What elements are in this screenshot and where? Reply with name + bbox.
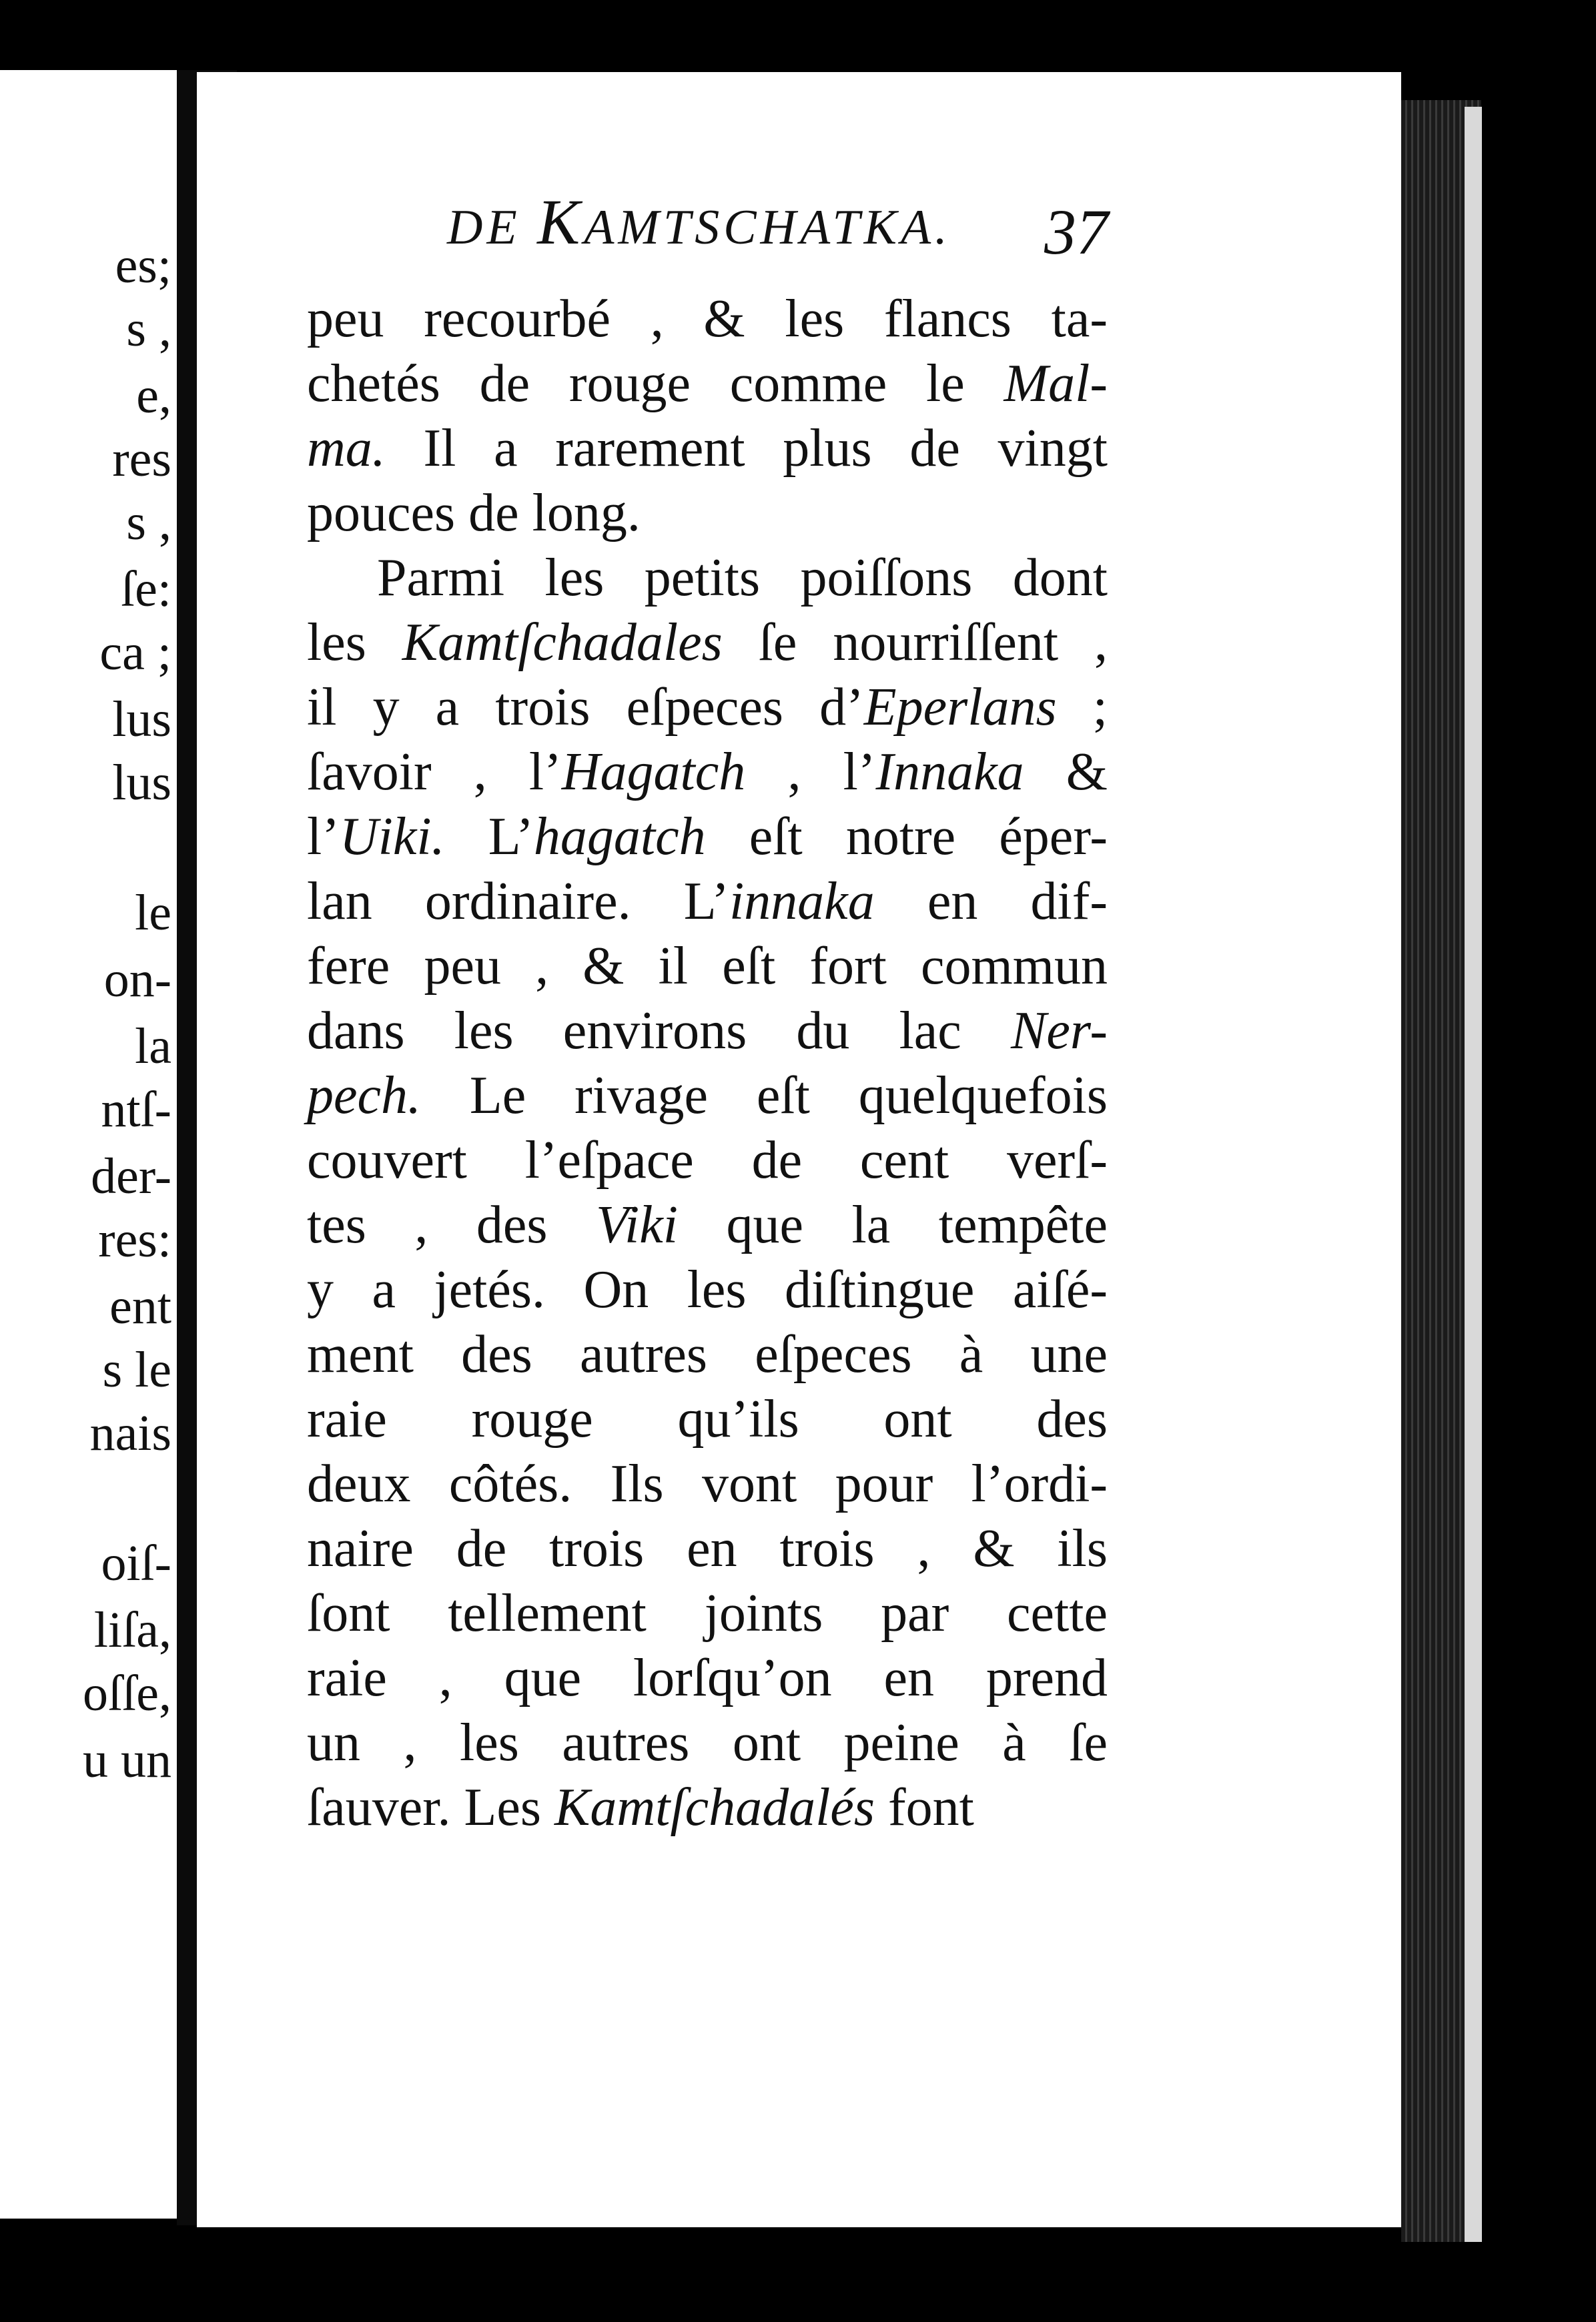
text-segment: naire de trois en trois , & ils <box>307 1519 1108 1578</box>
left-page-fragment: oſſe, <box>83 1665 171 1721</box>
text-line <box>307 740 1108 805</box>
text-line <box>307 1193 1108 1258</box>
text-segment: L’ <box>444 807 534 866</box>
text-segment: l’ <box>307 807 340 866</box>
text-line <box>307 481 1108 546</box>
text-line <box>307 934 1108 999</box>
text-segment: il y a trois eſpeces d’ <box>307 678 864 737</box>
body-text <box>307 287 1108 1840</box>
text-segment: eſt notre éper- <box>705 807 1108 866</box>
text-segment: pouces de long. <box>307 484 641 542</box>
text-line <box>307 1128 1108 1193</box>
italic-segment: Eperlans <box>863 678 1057 737</box>
left-page-fragment: s le <box>102 1342 171 1398</box>
previous-page-fragment <box>0 70 177 2219</box>
italic-segment: Kamtſchadalés <box>554 1778 875 1837</box>
italic-segment: Hagatch <box>561 743 746 801</box>
left-page-fragment: liſa, <box>93 1602 171 1658</box>
italic-segment: Viki <box>596 1196 678 1254</box>
left-page-fragment: on- <box>103 951 171 1008</box>
text-line <box>307 1646 1108 1711</box>
text-line <box>307 1452 1108 1517</box>
left-page-fragment: le <box>135 885 171 941</box>
text-line <box>307 1258 1108 1322</box>
left-page-fragment: oiſ- <box>101 1535 171 1591</box>
text-segment: peu recourbé , & les flancs ta- <box>307 290 1108 348</box>
text-segment: les <box>307 613 402 672</box>
italic-segment: Ner- <box>1010 1002 1108 1060</box>
text-segment: deux côtés. Ils vont pour l’ordi- <box>307 1455 1108 1513</box>
italic-segment: Kamtſchadales <box>402 613 723 672</box>
text-segment: lan ordinaire. L’ <box>307 872 729 931</box>
left-page-fragment: es; <box>115 238 171 294</box>
page-number: 37 <box>1044 196 1108 268</box>
running-head <box>447 186 951 258</box>
text-segment: tes , des <box>307 1196 596 1254</box>
left-page-fragment: la <box>135 1018 171 1074</box>
text-line <box>307 416 1108 481</box>
left-page-fragment: ent <box>109 1278 171 1334</box>
left-page-fragment: res: <box>98 1212 171 1268</box>
text-line <box>307 1581 1108 1646</box>
text-segment: font <box>874 1778 974 1837</box>
left-page-fragment: u un <box>83 1732 171 1788</box>
text-line <box>307 1776 1108 1840</box>
text-line <box>307 1517 1108 1581</box>
text-segment: Parmi les petits poiſſons dont <box>377 548 1108 607</box>
left-page-fragment: lus <box>112 691 171 747</box>
text-segment: ; <box>1056 678 1108 737</box>
left-page-fragment: nais <box>89 1405 171 1461</box>
text-segment: y a jetés. On les diſtingue aiſé- <box>307 1260 1108 1319</box>
left-page-fragment: der- <box>91 1148 171 1204</box>
text-line <box>307 1064 1108 1128</box>
left-page-fragment: e, <box>136 368 171 424</box>
text-segment: en dif- <box>874 872 1108 931</box>
text-segment: raie rouge qu’ils ont des <box>307 1390 1108 1449</box>
text-line <box>307 1711 1108 1776</box>
running-head-prefix: DE <box>447 200 521 255</box>
italic-segment: hagatch <box>533 807 706 866</box>
running-head-rest: AMTSCHATKA. <box>584 200 951 255</box>
text-segment: raie , que lorſqu’on en prend <box>307 1649 1108 1707</box>
text-segment: , l’ <box>745 743 876 801</box>
left-page-fragment: ſe: <box>121 561 171 617</box>
text-segment: ſe nourriſſent , <box>722 613 1108 672</box>
text-segment: Il a rarement plus de vingt <box>385 419 1108 478</box>
left-page-fragment: lus <box>112 755 171 811</box>
left-page-fragment: s , <box>126 494 171 550</box>
text-segment: chetés de rouge comme le <box>307 354 1004 413</box>
text-segment: ment des autres eſpeces à une <box>307 1325 1108 1384</box>
text-line <box>307 287 1108 352</box>
text-segment: dans les environs du lac <box>307 1002 1011 1060</box>
text-segment: ſauver. Les <box>307 1778 554 1837</box>
left-page-fragment: res <box>112 431 171 487</box>
text-line <box>307 546 1108 611</box>
text-segment: ſavoir , l’ <box>307 743 562 801</box>
left-page-fragment: s , <box>126 301 171 357</box>
text-segment: que la tempête <box>677 1196 1108 1254</box>
page-edge-highlight <box>1465 107 1482 2242</box>
italic-segment: ma. <box>307 419 386 478</box>
text-segment: un , les autres ont peine à ſe <box>307 1713 1108 1772</box>
text-segment: ſont tellement joints par cette <box>307 1584 1108 1643</box>
text-segment: Le rivage eſt quelquefois <box>421 1066 1108 1125</box>
left-page-fragment: ntſ- <box>101 1082 171 1138</box>
running-head-initial: K <box>537 186 584 258</box>
text-segment: & <box>1024 743 1108 801</box>
italic-segment: Uiki. <box>339 807 445 866</box>
text-line <box>307 1387 1108 1452</box>
text-line <box>307 1322 1108 1387</box>
text-line <box>307 805 1108 869</box>
text-segment: fere peu , & il eſt fort commun <box>307 937 1108 996</box>
text-line <box>307 869 1108 934</box>
text-segment: couvert l’eſpace de cent verſ- <box>307 1131 1108 1190</box>
text-line <box>307 675 1108 740</box>
text-line <box>307 611 1108 675</box>
italic-segment: Innaka <box>875 743 1024 801</box>
left-page-fragment: ca ; <box>99 625 171 681</box>
text-line <box>307 352 1108 416</box>
italic-segment: innaka <box>729 872 875 931</box>
italic-segment: pech. <box>307 1066 422 1125</box>
text-line <box>307 999 1108 1064</box>
italic-segment: Mal- <box>1004 354 1108 413</box>
